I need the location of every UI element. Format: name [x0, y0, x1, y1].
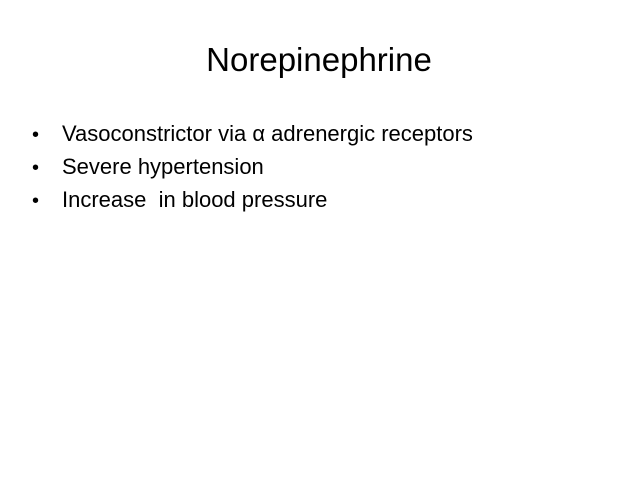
bullet-text: Vasoconstrictor via α adrenergic receptors — [62, 121, 473, 146]
slide-title: Norepinephrine — [206, 41, 432, 78]
bullet-item — [32, 184, 622, 217]
bullet-text: Increase in blood pressure — [62, 187, 328, 212]
bullet-list — [32, 118, 622, 217]
bullet-marker: • — [32, 157, 40, 179]
bullet-item — [32, 151, 622, 184]
bullet-item — [32, 118, 622, 151]
bullet-marker: • — [32, 190, 40, 212]
bullet-marker: • — [32, 124, 40, 146]
bullet-text: Severe hypertension — [62, 154, 264, 179]
